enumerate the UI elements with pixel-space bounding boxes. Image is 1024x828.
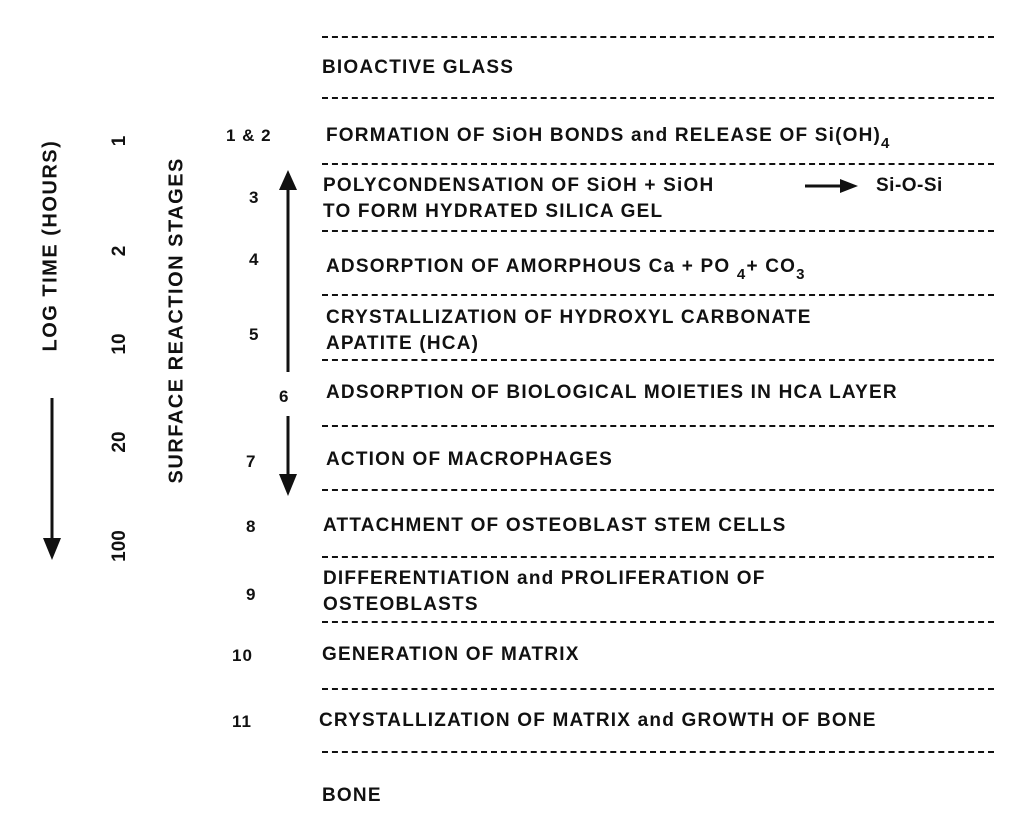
layer-divider — [322, 36, 994, 38]
stage-description-line2: TO FORM HYDRATED SILICA GEL — [323, 201, 664, 222]
stage-description: POLYCONDENSATION OF SiOH + SiOH — [323, 175, 715, 196]
stage-description — [326, 124, 891, 152]
stage-number: 3 — [249, 188, 260, 207]
log-time-axis-label: LOG TIME (HOURS) — [39, 139, 62, 352]
stage-text-plus: + CO — [746, 256, 797, 277]
layer-divider — [322, 751, 994, 753]
time-tick: 100 — [109, 530, 130, 562]
layer-divider — [322, 359, 994, 361]
stage-description — [326, 255, 806, 283]
time-tick: 1 — [109, 135, 130, 147]
stage-number: 4 — [249, 250, 260, 269]
surface-reaction-stages-label: SURFACE REACTION STAGES — [165, 157, 188, 484]
stage-description-line2: OSTEOBLASTS — [323, 594, 479, 615]
stage-number: 6 — [279, 387, 290, 406]
layer-divider — [322, 556, 994, 558]
stage-description: GENERATION OF MATRIX — [322, 644, 580, 665]
reaction-product: Si-O-Si — [876, 175, 943, 196]
stage-description: DIFFERENTIATION and PROLIFERATION OF — [323, 568, 766, 589]
time-tick: 2 — [109, 245, 130, 257]
layer-divider — [322, 97, 994, 99]
stage-description: ATTACHMENT OF OSTEOBLAST STEM CELLS — [323, 515, 787, 536]
log-time-arrow — [43, 398, 61, 560]
stage-number: 11 — [232, 712, 252, 731]
subscript: 4 — [881, 135, 891, 152]
stage-description: CRYSTALLIZATION OF MATRIX and GROWTH OF BONE — [319, 710, 877, 731]
bone-label: BONE — [322, 785, 382, 806]
stage-number: 1 & 2 — [226, 126, 272, 145]
stage-text: FORMATION OF SiOH BONDS and RELEASE OF Si(OH) — [326, 125, 882, 146]
layer-divider — [322, 230, 994, 232]
time-tick: 10 — [109, 333, 130, 355]
subscript: 3 — [796, 266, 806, 283]
stage-description: ADSORPTION OF BIOLOGICAL MOIETIES IN HCA LAYER — [326, 382, 898, 403]
stage-range-arrow-up — [279, 170, 297, 372]
stage-number: 9 — [246, 585, 257, 604]
stage-number: 8 — [246, 517, 257, 536]
stage-description-line2: APATITE (HCA) — [326, 333, 480, 354]
layer-divider — [322, 688, 994, 690]
subscript: 4 — [736, 266, 747, 283]
stage-range-arrow-down — [279, 416, 297, 496]
reaction-arrow — [805, 179, 858, 193]
layer-divider — [322, 294, 994, 296]
stage-number: 10 — [232, 646, 253, 665]
layer-divider — [322, 489, 994, 491]
layer-divider — [322, 621, 994, 623]
layer-divider — [322, 425, 994, 427]
bioactive-glass-label: BIOACTIVE GLASS — [322, 57, 515, 78]
layer-divider — [322, 163, 994, 165]
stage-number: 5 — [249, 325, 260, 344]
time-tick: 20 — [109, 431, 130, 453]
stage-number: 7 — [246, 452, 257, 471]
stage-description: ACTION OF MACROPHAGES — [326, 449, 613, 470]
stage-description: CRYSTALLIZATION OF HYDROXYL CARBONATE — [326, 307, 812, 328]
stage-text: ADSORPTION OF AMORPHOUS Ca + PO — [326, 256, 731, 277]
